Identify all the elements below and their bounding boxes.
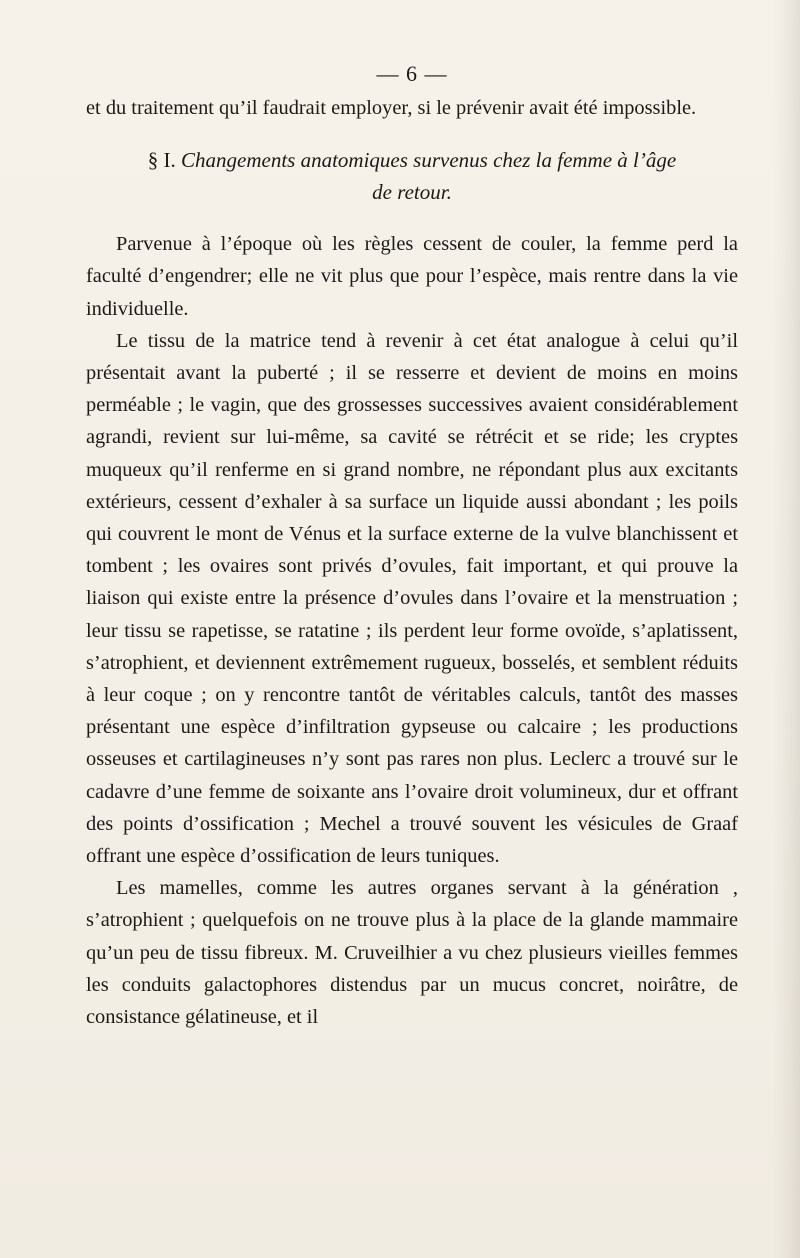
- paragraph-3: Les mamelles, comme les autres organes servant à la génération , s’atrophient ; quelquefois on ne trouve plus à la place de la glande mammaire qu’un peu de tissu fibreux. M. Cruveilhier a vu chez plusieurs vieilles femmes les conduits galactophores distendus par un mucus concret, noirâtre, de consistance gélatineuse, et il: [86, 877, 738, 1029]
- section-heading: [86, 144, 738, 208]
- paragraph-2: Le tissu de la matrice tend à revenir à cet état analogue à celui qu’il présentait avant la puberté ; il se resserre et devient de moins en moins perméable ; le vagin, que des grossesses successives avaient considérablement agrandi, revient sur lui-même, sa cavité se rétrécit et se ride; les cryptes muqueux qu’il renferme en si grand nombre, ne répondant plus aux excitants extérieurs, cessent d’exhaler à sa surface un liquide aussi abondant ; les poils qui couvrent le mont de Vénus et la surface externe de la vulve blanchissent et tombent ; les ovaires sont privés d’ovules, fait important, et qui prouve la liaison qui existe entre la présence d’ovules dans l’ovaire et la menstruation ; leur tissu se rapetisse, se ratatine ; ils perdent leur forme ovoïde, s’aplatissent, s’atrophient, et deviennent extrêmement rugueux, bosselés, et semblent réduits à leur coque ; on y rencontre tantôt de véritables calculs, tantôt des masses présentant une espèce d’infiltration gypseuse ou calcaire ; les productions osseuses et cartilagineuses n’y sont pas rares non plus. Leclerc a trouvé sur le cadavre d’une femme de soixante ans l’ovaire droit volumineux, dur et offrant des points d’ossification ; Mechel a trouvé souvent les vésicules de Graaf offrant une espèce d’ossification de leurs tuniques.: [86, 329, 738, 868]
- continued-paragraph: [86, 92, 738, 124]
- continued-line-1: et du traitement qu’il faudrait employer, si le prévenir avait été: [86, 97, 598, 119]
- continued-line-2: impossible.: [602, 97, 697, 119]
- page-number: — 6 —: [376, 61, 448, 86]
- section-title-part-1: Changements anatomiques survenus chez la femme à l’âge: [181, 148, 677, 173]
- section-heading-line-1: [86, 144, 738, 176]
- section-title-part-2: de retour.: [372, 180, 452, 205]
- section-mark: § I.: [147, 148, 176, 173]
- paragraph-1: Parvenue à l’époque où les règles cessent de couler, la femme perd la faculté d’engendrer; elle ne vit plus que pour l’espèce, mais rentre dans la vie individuelle.: [86, 233, 738, 320]
- page-edge-shadow: [772, 0, 800, 1258]
- text-block: [86, 56, 738, 1033]
